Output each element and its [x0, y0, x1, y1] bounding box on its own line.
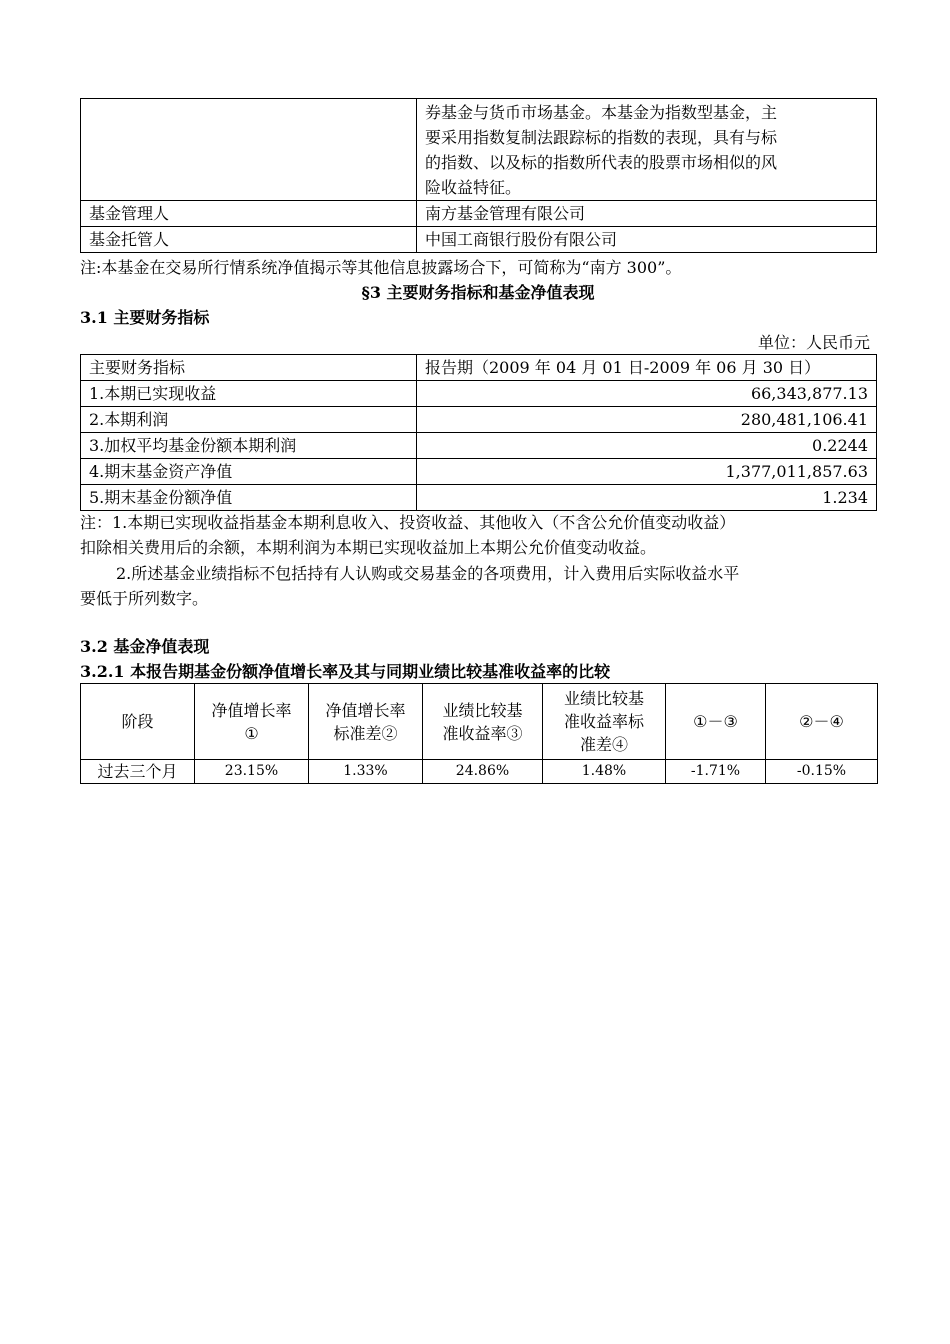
profile-note: 注:本基金在交易所行情系统净值揭示等其他信息披露场合下，可简称为“南方 300”。 — [80, 258, 682, 277]
value-cell: 1.48% — [543, 760, 666, 784]
column-header-benchmark-return — [423, 684, 543, 760]
table-row — [81, 227, 877, 253]
note-line: 2.所述基金业绩指标不包括持有人认购或交易基金的各项费用，计入费用后实际收益水平 — [116, 564, 740, 583]
value-cell: 23.15% — [195, 760, 309, 784]
financial-indicators-table — [80, 354, 877, 511]
unit-label: 单位：人民币元 — [757, 333, 870, 352]
indicator-name: 4.期末基金资产净值 — [81, 459, 417, 485]
header-text: 阶段 — [121, 712, 154, 731]
header-text: 业绩比较基 — [563, 689, 644, 708]
profile-text-line: 券基金与货币市场基金。本基金为指数型基金，主 — [425, 103, 778, 122]
indicator-name: 2.本期利润 — [81, 407, 417, 433]
profile-label-cell: 基金管理人 — [81, 201, 417, 227]
value-cell: -1.71% — [666, 760, 766, 784]
profile-value-cell — [417, 99, 877, 201]
table-row — [81, 99, 877, 201]
header-text: 标准差② — [333, 723, 398, 743]
profile-text-line: 险收益特征。 — [425, 178, 522, 197]
indicator-value: 1.234 — [417, 485, 877, 511]
fund-profile-table — [80, 98, 877, 253]
table-row — [81, 459, 877, 485]
table-header-row — [81, 355, 877, 381]
header-text: 净值增长率 — [325, 700, 406, 720]
indicator-value: 66,343,877.13 — [417, 381, 877, 407]
profile-text-line: 要采用指数复制法跟踪标的指数的表现，具有与标 — [425, 128, 778, 147]
indicator-value: 0.2244 — [417, 433, 877, 459]
header-text: ①－③ — [693, 712, 738, 731]
value-cell: 24.86% — [423, 760, 543, 784]
note-line: 扣除相关费用后的余额，本期利润为本期已实现收益加上本期公允价值变动收益。 — [80, 538, 657, 557]
value-cell: -0.15% — [766, 760, 878, 784]
note-line: 要低于所列数字。 — [80, 589, 209, 608]
table-row — [81, 407, 877, 433]
subsection-title: 3.2 基金净值表现 — [80, 637, 210, 656]
subsection-title: 3.2.1 本报告期基金份额净值增长率及其与同期业绩比较基准收益率的比较 — [80, 662, 611, 681]
header-text: 净值增长率 — [211, 700, 292, 720]
profile-value-cell: 南方基金管理有限公司 — [417, 201, 877, 227]
column-header: 主要财务指标 — [81, 355, 417, 381]
profile-label-cell — [81, 99, 417, 201]
subsection-title: 3.1 主要财务指标 — [80, 308, 210, 327]
indicator-name: 5.期末基金份额净值 — [81, 485, 417, 511]
table-row — [81, 201, 877, 227]
table-row — [81, 433, 877, 459]
column-header-benchmark-stddev — [543, 684, 666, 760]
table-row — [81, 485, 877, 511]
note-line: 注：1.本期已实现收益指基金本期利息收入、投资收益、其他收入（不含公允价值变动收益） — [80, 513, 736, 532]
header-text: ① — [244, 723, 259, 743]
value-cell: 1.33% — [309, 760, 423, 784]
section-title: §3 主要财务指标和基金净值表现 — [361, 283, 595, 302]
profile-value-cell: 中国工商银行股份有限公司 — [417, 227, 877, 253]
column-header-nav-growth — [195, 684, 309, 760]
table-row — [81, 760, 878, 784]
indicator-name: 3.加权平均基金份额本期利润 — [81, 433, 417, 459]
header-text: 准差④ — [579, 735, 628, 754]
table-row — [81, 381, 877, 407]
profile-label-cell: 基金托管人 — [81, 227, 417, 253]
column-header-stage — [81, 684, 195, 760]
column-header: 报告期（2009 年 04 月 01 日-2009 年 06 月 30 日） — [417, 355, 877, 381]
indicator-value: 280,481,106.41 — [417, 407, 877, 433]
column-header-diff-1-3 — [666, 684, 766, 760]
indicator-name: 1.本期已实现收益 — [81, 381, 417, 407]
header-text: 准收益率标 — [563, 712, 644, 731]
stage-cell: 过去三个月 — [81, 760, 195, 784]
profile-text-line: 的指数、以及标的指数所代表的股票市场相似的风 — [425, 153, 778, 172]
header-text: ②－④ — [799, 712, 844, 731]
column-header-diff-2-4 — [766, 684, 878, 760]
performance-comparison-table — [80, 683, 878, 784]
column-header-nav-stddev — [309, 684, 423, 760]
header-text: 准收益率③ — [442, 723, 523, 743]
indicator-value: 1,377,011,857.63 — [417, 459, 877, 485]
header-text: 业绩比较基 — [442, 700, 523, 720]
table-header-row — [81, 684, 878, 760]
